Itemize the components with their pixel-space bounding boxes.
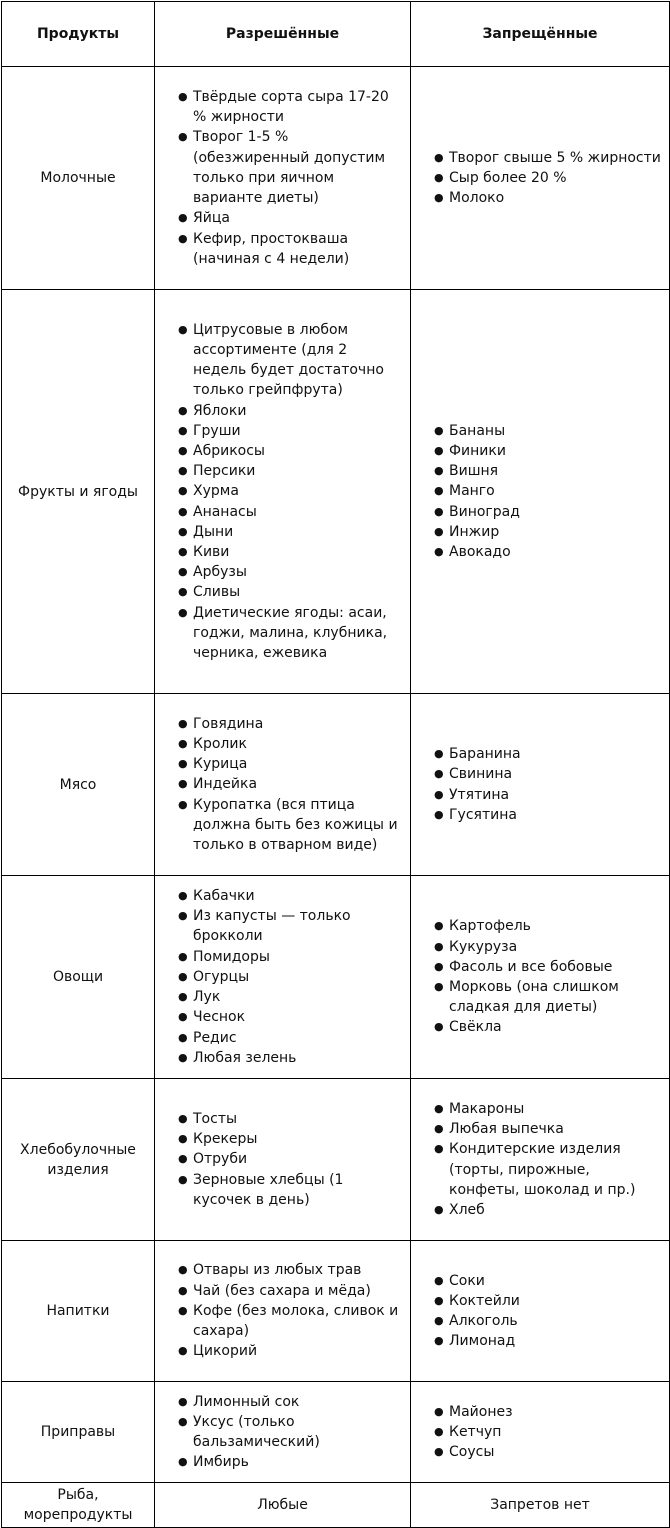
list-item-text: Куропатка (вся птица должна быть без кожицы и только в отварном виде) <box>193 796 398 853</box>
list-item <box>434 1017 663 1037</box>
list-item-text: Кукуруза <box>449 938 518 955</box>
bullet-icon: ● <box>178 504 188 518</box>
list-item <box>178 208 404 228</box>
list-item-text: Макароны <box>449 1100 525 1117</box>
list-item-text: Говядина <box>193 715 264 732</box>
bullet-icon: ● <box>178 565 188 579</box>
table-row <box>2 290 670 694</box>
list-item <box>178 522 404 542</box>
list-item <box>178 542 404 562</box>
list-item-text: Кофе (без молока, сливок и сахара) <box>193 1302 399 1340</box>
header-allowed: Разрешённые <box>155 2 411 67</box>
list-item <box>434 148 663 168</box>
list-item <box>178 967 404 987</box>
bullet-icon: ● <box>178 231 188 245</box>
bullet-icon: ● <box>434 150 444 164</box>
bullet-icon: ● <box>178 605 188 619</box>
list-item-text: Баранина <box>449 746 521 763</box>
list-item-text: Яблоки <box>193 402 247 419</box>
bullet-icon: ● <box>434 939 444 953</box>
forbidden-list <box>411 744 669 825</box>
bullet-icon: ● <box>434 959 444 973</box>
list-item-text: Майонез <box>449 1403 513 1420</box>
list-item-text: Цитрусовые в любом ассортименте (для 2 недель будет достаточно только грейпфрута) <box>193 321 384 399</box>
list-item <box>178 795 404 856</box>
list-item-text: Огурцы <box>193 968 250 985</box>
table-row <box>2 1483 670 1528</box>
list-item <box>434 441 663 461</box>
bullet-icon: ● <box>178 1132 188 1146</box>
list-item <box>178 1392 404 1412</box>
list-item-text: Чеснок <box>193 1009 246 1026</box>
list-item <box>434 542 663 562</box>
bullet-icon: ● <box>434 1202 444 1216</box>
bullet-icon: ● <box>178 716 188 730</box>
list-item-text: Творог свыше 5 % жирности <box>449 149 661 166</box>
list-item <box>178 229 404 269</box>
list-item-text: Лимонад <box>449 1333 516 1350</box>
list-item <box>178 886 404 906</box>
list-item <box>178 603 404 664</box>
list-item-text: Любая зелень <box>193 1049 297 1066</box>
diet-products-table <box>1 1 670 1528</box>
bullet-icon: ● <box>178 1344 188 1358</box>
list-item <box>434 1139 663 1200</box>
list-item-text: Цикорий <box>193 1343 258 1360</box>
list-item <box>178 1149 404 1169</box>
bullet-icon: ● <box>178 1152 188 1166</box>
bullet-icon: ● <box>178 585 188 599</box>
bullet-icon: ● <box>434 1445 444 1459</box>
allowed-cell <box>155 694 411 876</box>
bullet-icon: ● <box>434 1404 444 1418</box>
list-item <box>178 734 404 754</box>
bullet-icon: ● <box>178 1111 188 1125</box>
allowed-cell <box>155 290 411 694</box>
header-products: Продукты <box>2 2 155 67</box>
table-row <box>2 67 670 290</box>
bullet-icon: ● <box>434 1142 444 1156</box>
bullet-icon: ● <box>178 909 188 923</box>
forbidden-cell <box>411 67 670 290</box>
list-item-text: Имбирь <box>193 1454 249 1471</box>
list-item <box>434 481 663 501</box>
table-row <box>2 1382 670 1483</box>
list-item-text: Любая выпечка <box>449 1121 564 1138</box>
list-item <box>178 714 404 734</box>
list-item <box>178 1109 404 1129</box>
list-item <box>434 421 663 441</box>
list-item <box>178 441 404 461</box>
bullet-icon: ● <box>434 1020 444 1034</box>
list-item-text: Утятина <box>449 786 510 803</box>
list-item <box>178 1028 404 1048</box>
bullet-icon: ● <box>178 1394 188 1408</box>
bullet-icon: ● <box>434 919 444 933</box>
list-item-text: Хлеб <box>449 1201 485 1218</box>
list-item-text: Хурма <box>193 483 239 500</box>
category-cell: Мясо <box>2 694 155 876</box>
allowed-cell <box>155 876 411 1079</box>
list-item <box>434 916 663 936</box>
bullet-icon: ● <box>434 1334 444 1348</box>
bullet-icon: ● <box>434 747 444 761</box>
bullet-icon: ● <box>178 797 188 811</box>
list-item-text: Вишня <box>449 463 499 480</box>
bullet-icon: ● <box>434 443 444 457</box>
list-item-text: Финики <box>449 442 506 459</box>
list-item-text: Кетчуп <box>449 1423 502 1440</box>
allowed-list <box>155 1109 410 1210</box>
list-item <box>178 1129 404 1149</box>
bullet-icon: ● <box>178 1414 188 1428</box>
list-item-text: Свёкла <box>449 1019 502 1036</box>
list-item-text: Кондитерские изделия (торты, пирожные, конфеты, шоколад и пр.) <box>449 1141 636 1198</box>
list-item-text: Соусы <box>449 1444 495 1461</box>
bullet-icon: ● <box>178 211 188 225</box>
bullet-icon: ● <box>178 1455 188 1469</box>
list-item <box>434 1442 663 1462</box>
list-item <box>178 906 404 946</box>
list-item-text: Кролик <box>193 735 247 752</box>
bullet-icon: ● <box>178 1283 188 1297</box>
list-item <box>178 461 404 481</box>
forbidden-cell <box>411 290 670 694</box>
list-item <box>434 937 663 957</box>
list-item <box>178 502 404 522</box>
list-item <box>178 1412 404 1452</box>
forbidden-cell <box>411 694 670 876</box>
bullet-icon: ● <box>178 403 188 417</box>
list-item-text: Яйца <box>193 210 230 227</box>
list-item-text: Арбузы <box>193 564 247 581</box>
list-item <box>434 1200 663 1220</box>
list-item-text: Индейка <box>193 776 258 793</box>
list-item-text: Груши <box>193 422 241 439</box>
bullet-icon: ● <box>178 1030 188 1044</box>
list-item-text: Творог 1-5 % (обезжиренный допустим только при яичном варианте диеты) <box>193 129 386 207</box>
bullet-icon: ● <box>434 1273 444 1287</box>
allowed-cell <box>155 1241 411 1382</box>
forbidden-list <box>411 421 669 562</box>
allowed-list <box>155 1260 410 1361</box>
bullet-icon: ● <box>434 1424 444 1438</box>
list-item <box>178 774 404 794</box>
list-item-text: Инжир <box>449 523 500 540</box>
list-item <box>178 754 404 774</box>
bullet-icon: ● <box>178 990 188 1004</box>
list-item <box>178 421 404 441</box>
list-item <box>178 481 404 501</box>
bullet-icon: ● <box>434 1314 444 1327</box>
list-item-text: Из капусты — только брокколи <box>193 908 351 945</box>
table-row <box>2 876 670 1079</box>
list-item-text: Алкоголь <box>449 1313 518 1329</box>
allowed-cell: Любые <box>155 1483 411 1528</box>
header-row <box>2 2 670 67</box>
list-item-text: Кефир, простокваша (начиная с 4 недели) <box>193 230 350 267</box>
bullet-icon: ● <box>178 1263 188 1277</box>
allowed-list <box>155 886 410 1068</box>
category-cell: Фрукты и ягоды <box>2 290 155 694</box>
forbidden-list <box>411 916 669 1037</box>
forbidden-cell <box>411 1382 670 1483</box>
list-item-text: Молоко <box>449 190 505 207</box>
allowed-cell <box>155 1079 411 1241</box>
bullet-icon: ● <box>434 1101 444 1115</box>
list-item <box>178 1341 404 1361</box>
list-item-text: Сливы <box>193 584 241 601</box>
bullet-icon: ● <box>178 322 188 336</box>
list-item-text: Авокадо <box>449 544 511 560</box>
category-cell: Овощи <box>2 876 155 1079</box>
list-item-text: Гусятина <box>449 806 517 823</box>
bullet-icon: ● <box>434 464 444 478</box>
list-item-text: Отруби <box>193 1151 248 1168</box>
list-item <box>178 1048 404 1068</box>
bullet-icon: ● <box>178 464 188 478</box>
list-item-text: Лимонный сок <box>193 1393 300 1410</box>
bullet-icon: ● <box>178 443 188 457</box>
list-item <box>434 977 663 1017</box>
list-item <box>434 188 663 208</box>
bullet-icon: ● <box>434 170 444 184</box>
bullet-icon: ● <box>434 423 444 437</box>
list-item <box>434 764 663 784</box>
forbidden-cell <box>411 1241 670 1382</box>
list-item-text: Ананасы <box>193 503 257 520</box>
allowed-list <box>155 1392 410 1473</box>
list-item-text: Крекеры <box>193 1131 258 1148</box>
list-item-text: Сыр более 20 % <box>449 169 567 186</box>
allowed-list <box>155 320 410 663</box>
list-item <box>178 1170 404 1210</box>
list-item <box>434 1119 663 1139</box>
table-row <box>2 1241 670 1382</box>
bullet-icon: ● <box>178 736 188 750</box>
list-item <box>178 947 404 967</box>
allowed-cell <box>155 67 411 290</box>
list-item <box>434 785 663 805</box>
forbidden-list <box>411 1099 669 1220</box>
list-item <box>434 168 663 188</box>
list-item-text: Курица <box>193 756 248 773</box>
bullet-icon: ● <box>178 130 188 144</box>
list-item <box>178 1281 404 1301</box>
list-item-text: Картофель <box>449 918 531 935</box>
list-item-text: Твёрдые сорта сыра 17-20 % жирности <box>193 89 389 126</box>
list-item <box>178 562 404 582</box>
bullet-icon: ● <box>434 1122 444 1136</box>
list-item-text: Отвары из любых трав <box>193 1262 362 1279</box>
list-item <box>178 582 404 602</box>
bullet-icon: ● <box>434 1293 444 1307</box>
list-item-text: Киви <box>193 544 230 560</box>
list-item-text: Бананы <box>449 422 506 439</box>
list-item-text: Уксус (только бальзамический) <box>193 1413 320 1450</box>
category-cell: Хлебобулочные изделия <box>2 1079 155 1241</box>
list-item <box>434 744 663 764</box>
bullet-icon: ● <box>178 1050 188 1064</box>
bullet-icon: ● <box>178 889 188 903</box>
bullet-icon: ● <box>434 545 444 558</box>
list-item-text: Манго <box>449 483 495 500</box>
bullet-icon: ● <box>178 524 188 538</box>
list-item <box>434 1331 663 1351</box>
list-item <box>178 1007 404 1027</box>
list-item-text: Соки <box>449 1272 485 1289</box>
category-cell: Молочные <box>2 67 155 290</box>
bullet-icon: ● <box>434 484 444 498</box>
forbidden-cell <box>411 876 670 1079</box>
bullet-icon: ● <box>434 524 444 538</box>
list-item <box>434 805 663 825</box>
category-cell: Рыба, морепродукты <box>2 1483 155 1528</box>
list-item-text: Свинина <box>449 766 513 783</box>
allowed-list <box>155 87 410 269</box>
bullet-icon: ● <box>178 949 188 963</box>
bullet-icon: ● <box>434 807 444 821</box>
bullet-icon: ● <box>434 787 444 801</box>
allowed-cell <box>155 1382 411 1483</box>
list-item-text: Тосты <box>193 1110 238 1127</box>
category-cell: Напитки <box>2 1241 155 1382</box>
list-item-text: Редис <box>193 1029 237 1046</box>
list-item <box>434 522 663 542</box>
allowed-list <box>155 714 410 855</box>
bullet-icon: ● <box>434 767 444 781</box>
table-row <box>2 694 670 876</box>
list-item-text: Виноград <box>449 503 520 520</box>
list-item-text: Кабачки <box>193 888 255 905</box>
list-item <box>434 1099 663 1119</box>
list-item-text: Чай (без сахара и мёда) <box>193 1282 371 1299</box>
forbidden-list <box>411 148 669 209</box>
bullet-icon: ● <box>178 1172 188 1186</box>
list-item-text: Диетические ягоды: асаи, годжи, малина, клубника, черника, ежевика <box>193 604 388 662</box>
list-item <box>434 1402 663 1422</box>
bullet-icon: ● <box>178 777 188 791</box>
bullet-icon: ● <box>434 980 444 993</box>
list-item-text: Зерновые хлебцы (1 кусочек в день) <box>193 1171 344 1208</box>
bullet-icon: ● <box>434 191 444 205</box>
bullet-icon: ● <box>178 545 188 558</box>
list-item <box>178 987 404 1007</box>
forbidden-cell: Запретов нет <box>411 1483 670 1528</box>
list-item-text: Морковь (она слишком сладкая для диеты) <box>449 979 619 1016</box>
list-item-text: Дыни <box>193 523 234 540</box>
forbidden-list <box>411 1402 669 1463</box>
list-item-text: Персики <box>193 463 256 480</box>
list-item <box>178 87 404 127</box>
list-item-text: Фасоль и все бобовые <box>449 958 613 975</box>
list-item <box>178 127 404 208</box>
list-item <box>434 461 663 481</box>
list-item <box>434 1422 663 1442</box>
list-item <box>178 401 404 421</box>
bullet-icon: ● <box>178 423 188 437</box>
list-item <box>434 1311 663 1331</box>
list-item <box>434 1291 663 1311</box>
list-item <box>178 1452 404 1472</box>
list-item <box>178 1260 404 1280</box>
forbidden-list <box>411 1271 669 1352</box>
bullet-icon: ● <box>178 1303 188 1317</box>
list-item <box>178 1301 404 1341</box>
list-item <box>434 957 663 977</box>
bullet-icon: ● <box>178 1010 188 1024</box>
header-forbidden: Запрещённые <box>411 2 670 67</box>
list-item-text: Абрикосы <box>193 442 265 459</box>
list-item <box>434 502 663 522</box>
list-item-text: Помидоры <box>193 948 270 965</box>
list-item <box>434 1271 663 1291</box>
bullet-icon: ● <box>178 757 188 771</box>
bullet-icon: ● <box>178 969 188 983</box>
category-cell: Приправы <box>2 1382 155 1483</box>
bullet-icon: ● <box>178 484 188 498</box>
list-item-text: Лук <box>193 989 221 1006</box>
table-row <box>2 1079 670 1241</box>
forbidden-cell <box>411 1079 670 1241</box>
list-item-text: Коктейли <box>449 1292 520 1309</box>
bullet-icon: ● <box>178 90 188 104</box>
bullet-icon: ● <box>434 504 444 518</box>
list-item <box>178 320 404 401</box>
